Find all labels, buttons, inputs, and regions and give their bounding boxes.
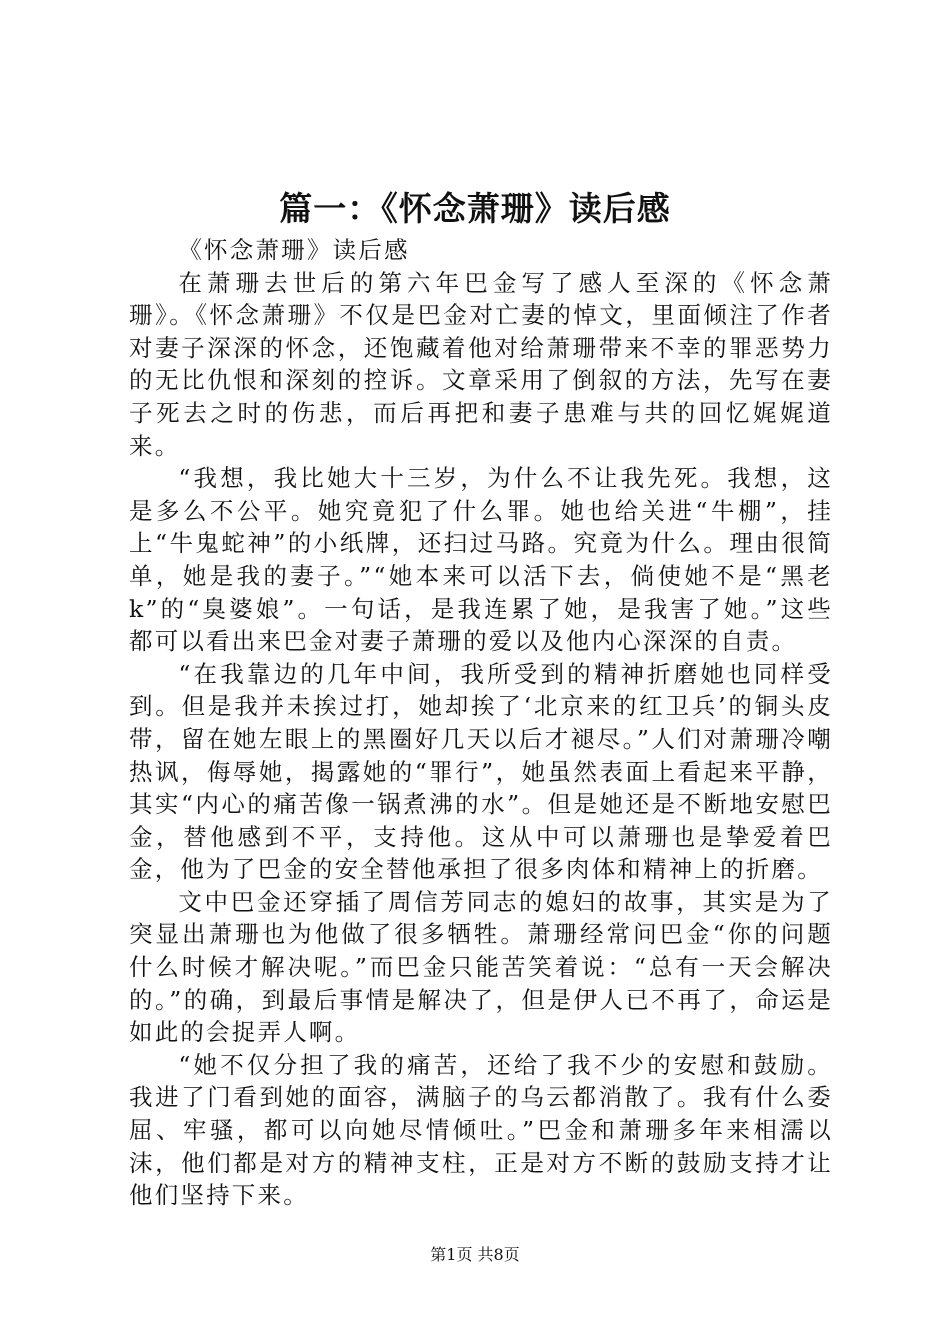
document-body [129,234,833,1212]
body-paragraph: 在萧珊去世后的第六年巴金写了感人至深的《怀念萧珊》。《怀念萧珊》不仅是巴金对亡妻的悼文，里面倾注了作者对妻子深深的怀念，还饱藏着他对给萧珊带来不幸的罪恶势力的无比仇恨和深刻的控诉。文章采用了倒叙的方法，先写在妻子死去之时的伤悲，而后再把和妻子患难与共的回忆娓娓道来。 [129,268,833,460]
subtitle-paragraph: 《怀念萧珊》读后感 [178,236,410,264]
page-footer: 第1页 共8页 [430,1245,520,1264]
body-paragraph: “在我靠边的几年中间，我所受到的精神折磨她也同样受到。但是我并未挨过打，她却挨了‘北京来的红卫兵’的铜头皮带，留在她左眼上的黑圈好几天以后才褪尽。”人们对萧珊冷嘲热讽，侮辱她，揭露她的“罪行”，她虽然表面上看起来平静，其实“内心的痛苦像一锅煮沸的水”。但是她还是不断地安慰巴金，替他感到不平，支持他。这从中可以萧珊也是挚爱着巴金，他为了巴金的安全替他承担了很多肉体和精神上的折磨。 [129,659,833,884]
page-title: 篇一：《怀念萧珊》读后感 [279,189,671,228]
body-paragraph: “她不仅分担了我的痛苦，还给了我不少的安慰和鼓励。我进了门看到她的面容，满脑子的乌云都消散了。我有什么委屈、牢骚，都可以向她尽情倾吐。”巴金和萧珊多年来相濡以沫，他们都是对方的精神支柱，正是对方不断的鼓励支持才让他们坚持下来。 [129,1050,833,1210]
body-paragraph: 文中巴金还穿插了周信芳同志的媳妇的故事，其实是为了突显出萧珊也为他做了很多牺牲。萧珊经常问巴金“你的问题什么时候才解决呢。”而巴金只能苦笑着说：“总有一天会解决的。”的确，到最后事情是解决了，但是伊人已不再了，命运是如此的会捉弄人啊。 [129,887,833,1047]
body-paragraph: “我想，我比她大十三岁，为什么不让我先死。我想，这是多么不公平。她究竟犯了什么罪。她也给关进“牛棚”，挂上“牛鬼蛇神”的小纸牌，还扫过马路。究竟为什么。理由很简单，她是我的妻子。”“她本来可以活下去，倘使她不是“黑老k”的“臭婆娘”。一句话，是我连累了她，是我害了她。”这些都可以看出来巴金对妻子萧珊的爱以及他内心深深的自责。 [129,464,833,656]
